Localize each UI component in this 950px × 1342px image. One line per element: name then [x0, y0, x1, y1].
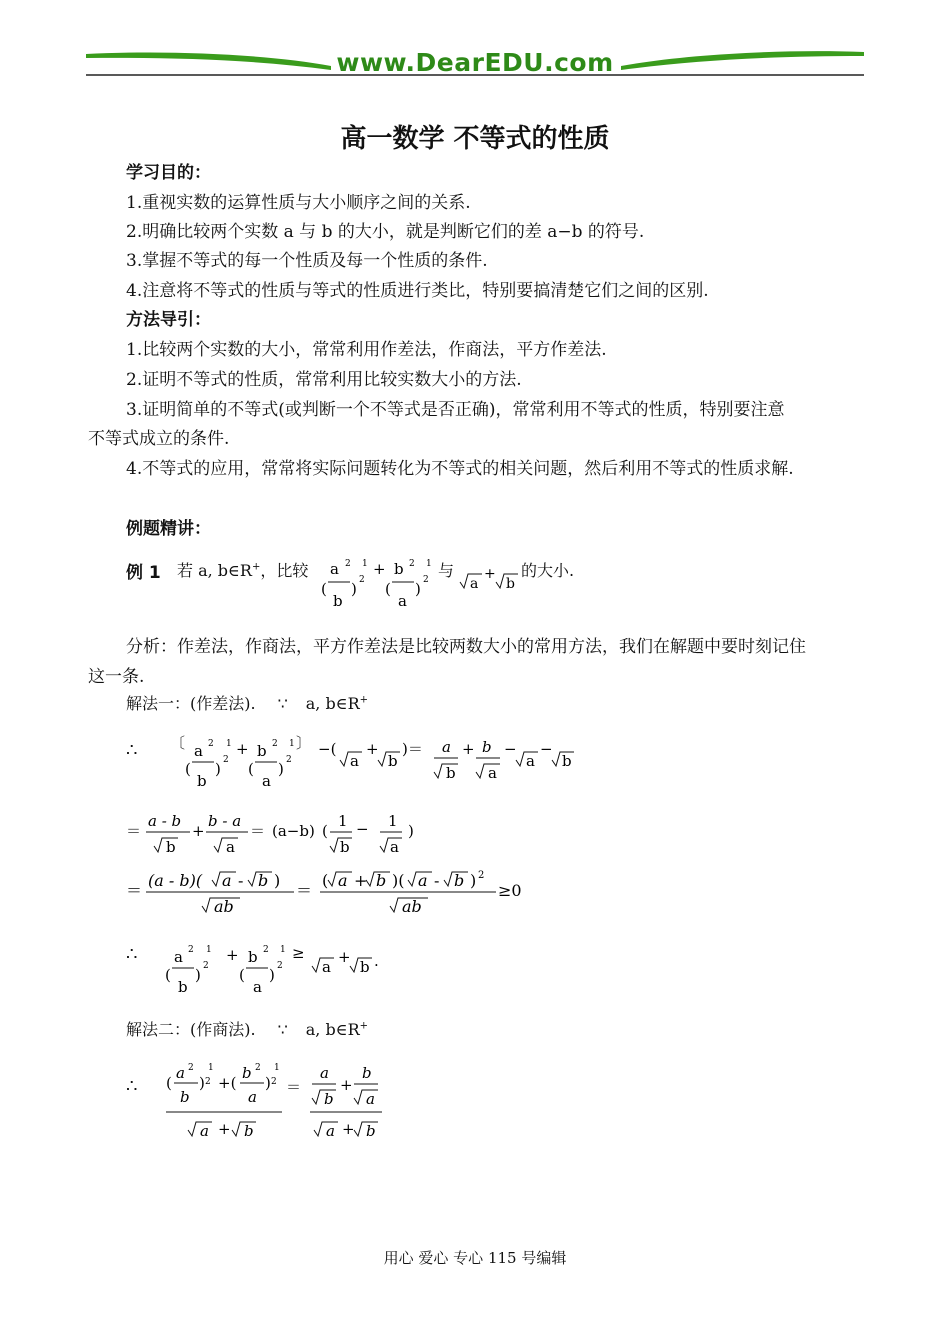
site-header-banner: [86, 44, 864, 80]
svg-text:(: (: [248, 760, 254, 778]
svg-text:a: a: [326, 1122, 335, 1140]
svg-text:): ): [278, 760, 284, 778]
svg-text:a: a: [338, 871, 348, 890]
svg-text:)＝: )＝: [402, 740, 423, 758]
svg-text:2: 2: [203, 961, 209, 971]
svg-text:〔: 〔: [170, 734, 186, 752]
svg-text:(: (: [185, 760, 191, 778]
svg-text:(a - b)(: (a - b)(: [148, 871, 203, 890]
svg-text:2: 2: [478, 870, 485, 881]
svg-text:2: 2: [263, 945, 269, 955]
svg-text:a: a: [194, 742, 203, 760]
svg-text:): ): [274, 871, 281, 890]
period: .: [374, 952, 379, 970]
method-item: 不等式成立的条件.: [88, 429, 230, 449]
svg-text:2: 2: [423, 575, 429, 585]
svg-text:b: b: [376, 871, 387, 890]
svg-text:a: a: [398, 592, 407, 610]
goal-item: 3.掌握不等式的每一个性质及每一个性质的条件.: [126, 251, 488, 271]
svg-text:b: b: [197, 772, 207, 790]
svg-text:1: 1: [362, 559, 368, 569]
svg-text:): ): [195, 966, 201, 984]
svg-text:＝: ＝: [250, 822, 266, 840]
svg-text:a: a: [222, 871, 232, 890]
svg-text:(: (: [165, 966, 171, 984]
svg-text:b: b: [360, 958, 370, 976]
svg-text:＝: ＝: [126, 881, 143, 900]
svg-text:b: b: [258, 871, 269, 890]
svg-text:b: b: [454, 871, 465, 890]
svg-text:+: +: [366, 740, 379, 758]
svg-text:1: 1: [289, 739, 295, 749]
method-item: 1.比较两个实数的大小，常常利用作差法，作商法，平方作差法.: [126, 340, 607, 360]
svg-text:＝: ＝: [286, 1078, 302, 1096]
svg-text:): ): [199, 1074, 205, 1092]
svg-text:b: b: [166, 838, 176, 856]
svg-text:1: 1: [226, 739, 232, 749]
svg-text:a - b: a - b: [148, 812, 182, 830]
page-footer: 用心 爱心 专心 115 号编辑: [383, 1249, 567, 1267]
svg-text:b: b: [242, 1064, 252, 1082]
svg-text:-: -: [238, 871, 244, 890]
svg-text:(: (: [321, 580, 327, 598]
svg-text:2: 2: [345, 559, 351, 569]
svg-text:−: −: [504, 740, 517, 758]
svg-text:＝: ＝: [126, 822, 142, 840]
svg-text:a: a: [390, 838, 399, 856]
svg-text:b: b: [506, 576, 515, 592]
svg-text:〕: 〕: [296, 734, 312, 752]
method-item: 3.证明简单的不等式(或判断一个不等式是否正确)，常常利用不等式的性质，特别要注意: [126, 400, 785, 420]
svg-text:+(: +(: [218, 1074, 237, 1092]
solution-method-1-heading: 解法一：(作差法). ∵ a, b∈R+: [126, 694, 368, 713]
svg-text:2: 2: [409, 559, 415, 569]
svg-text:-: -: [434, 871, 440, 890]
step-4-conclusion: [160, 936, 400, 1000]
svg-text:1: 1: [208, 1063, 214, 1073]
svg-text:+: +: [354, 871, 368, 890]
svg-text:b: b: [340, 838, 350, 856]
site-logo-text: www.DearEDU.com: [336, 48, 614, 77]
svg-text:2: 2: [223, 755, 229, 765]
analysis-text: 分析：作差法，作商法，平方作差法是比较两数大小的常用方法，我们在解题中要时刻记住: [126, 637, 806, 657]
svg-text:b: b: [362, 1064, 372, 1082]
example-text-with: 与: [438, 561, 455, 580]
svg-text:2: 2: [286, 755, 292, 765]
example-text: 若 a, b∈R+，比较: [177, 561, 309, 580]
goal-item: 1.重视实数的运算性质与大小顺序之间的关系.: [126, 193, 471, 213]
svg-text:(: (: [322, 822, 328, 840]
example-label: 例 1: [126, 563, 161, 583]
svg-text:b: b: [178, 978, 188, 996]
svg-text:a: a: [350, 752, 359, 770]
svg-text:+: +: [373, 560, 386, 578]
svg-text:a: a: [418, 871, 428, 890]
svg-text:(: (: [322, 871, 329, 890]
method-item: 4.不等式的应用，常常将实际问题转化为不等式的相关问题，然后利用不等式的性质求解.: [126, 459, 794, 479]
quotient-expression: [164, 1058, 404, 1148]
svg-text:a: a: [330, 560, 339, 578]
svg-text:+: +: [192, 822, 205, 840]
svg-text:ab: ab: [402, 897, 422, 916]
svg-text:2: 2: [272, 739, 278, 749]
svg-text:): ): [408, 822, 414, 840]
svg-text:a: a: [488, 764, 497, 782]
example-text-compare: 的大小.: [521, 561, 575, 580]
step-3-expression: [126, 868, 546, 924]
svg-text:a: a: [200, 1122, 209, 1140]
svg-text:b: b: [257, 742, 267, 760]
svg-text:b: b: [324, 1090, 334, 1108]
solution-method-2-heading: 解法二：(作商法). ∵ a, b∈R+: [126, 1020, 368, 1039]
svg-text:＝: ＝: [296, 881, 313, 900]
svg-text:+: +: [342, 1120, 355, 1138]
svg-text:2: 2: [188, 1063, 194, 1073]
svg-text:2: 2: [359, 575, 365, 585]
svg-text:2: 2: [208, 739, 214, 749]
svg-text:ab: ab: [214, 897, 234, 916]
page-title: 高一数学 不等式的性质: [340, 124, 610, 154]
svg-text:b: b: [244, 1122, 254, 1140]
svg-text:): ): [215, 760, 221, 778]
svg-text:a: a: [226, 838, 235, 856]
therefore-symbol: ∴: [126, 740, 138, 761]
svg-text:(: (: [166, 1074, 172, 1092]
svg-text:+: +: [236, 740, 249, 758]
svg-text:a: a: [248, 1088, 257, 1106]
svg-text:+: +: [338, 948, 351, 966]
svg-text:a: a: [320, 1064, 329, 1082]
svg-text:b: b: [562, 752, 572, 770]
svg-text:−(: −(: [318, 740, 337, 758]
svg-text:): ): [470, 871, 477, 890]
svg-text:+: +: [226, 946, 239, 964]
svg-text:−: −: [356, 820, 369, 838]
section-heading-goals: 学习目的：: [126, 163, 211, 183]
step-2-expression: [126, 808, 426, 864]
svg-text:)(: )(: [392, 871, 405, 890]
svg-text:b - a: b - a: [208, 812, 242, 830]
svg-text:a: a: [526, 752, 535, 770]
svg-text:a: a: [253, 978, 262, 996]
goal-item: 4.注意将不等式的性质与等式的性质进行类比，特别要搞清楚它们之间的区别.: [126, 281, 709, 301]
svg-text:b: b: [394, 560, 404, 578]
example-expression-2: [456, 560, 520, 596]
svg-text:b: b: [388, 752, 398, 770]
svg-text:1: 1: [274, 1063, 280, 1073]
svg-text:+: +: [340, 1076, 353, 1094]
geq-zero: ≥0: [498, 881, 522, 900]
step-1-expression: [170, 730, 590, 794]
svg-text:): ): [265, 1074, 271, 1092]
svg-text:1: 1: [388, 812, 398, 830]
svg-text:(: (: [385, 580, 391, 598]
svg-text:b: b: [446, 764, 456, 782]
geq-symbol: ≥: [292, 944, 305, 962]
svg-text:a: a: [366, 1090, 375, 1108]
factor-a-minus-b: (a−b): [272, 822, 315, 840]
svg-text:b: b: [482, 738, 492, 756]
svg-text:b: b: [366, 1122, 376, 1140]
svg-text:−: −: [540, 740, 553, 758]
svg-text:a: a: [442, 738, 451, 756]
svg-text:+: +: [218, 1120, 231, 1138]
svg-text:2: 2: [271, 1077, 277, 1087]
svg-text:1: 1: [338, 812, 348, 830]
svg-text:2: 2: [188, 945, 194, 955]
svg-text:): ): [415, 580, 421, 598]
analysis-text: 这一条.: [88, 667, 145, 687]
svg-text:a: a: [176, 1064, 185, 1082]
therefore-symbol: ∴: [126, 944, 138, 965]
svg-text:1: 1: [426, 559, 432, 569]
svg-text:+: +: [462, 740, 475, 758]
svg-text:1: 1: [206, 945, 212, 955]
svg-text:): ): [351, 580, 357, 598]
svg-text:): ): [269, 966, 275, 984]
svg-text:a: a: [470, 576, 479, 592]
method-item: 2.证明不等式的性质，常常利用比较实数大小的方法.: [126, 370, 522, 390]
svg-text:2: 2: [277, 961, 283, 971]
svg-text:b: b: [180, 1088, 190, 1106]
svg-text:a: a: [322, 958, 331, 976]
therefore-symbol: ∴: [126, 1076, 138, 1097]
section-heading-examples: 例题精讲：: [126, 519, 211, 539]
svg-text:+: +: [484, 566, 496, 582]
section-heading-methods: 方法导引：: [126, 310, 211, 330]
goal-item: 2.明确比较两个实数 a 与 b 的大小，就是判断它们的差 a−b 的符号.: [126, 222, 645, 242]
svg-text:a: a: [262, 772, 271, 790]
svg-text:b: b: [333, 592, 343, 610]
svg-text:(: (: [239, 966, 245, 984]
svg-text:1: 1: [280, 945, 286, 955]
svg-text:2: 2: [205, 1077, 211, 1087]
svg-text:a: a: [174, 948, 183, 966]
example-expression-1: [318, 552, 438, 614]
svg-text:2: 2: [255, 1063, 261, 1073]
svg-text:b: b: [248, 948, 258, 966]
